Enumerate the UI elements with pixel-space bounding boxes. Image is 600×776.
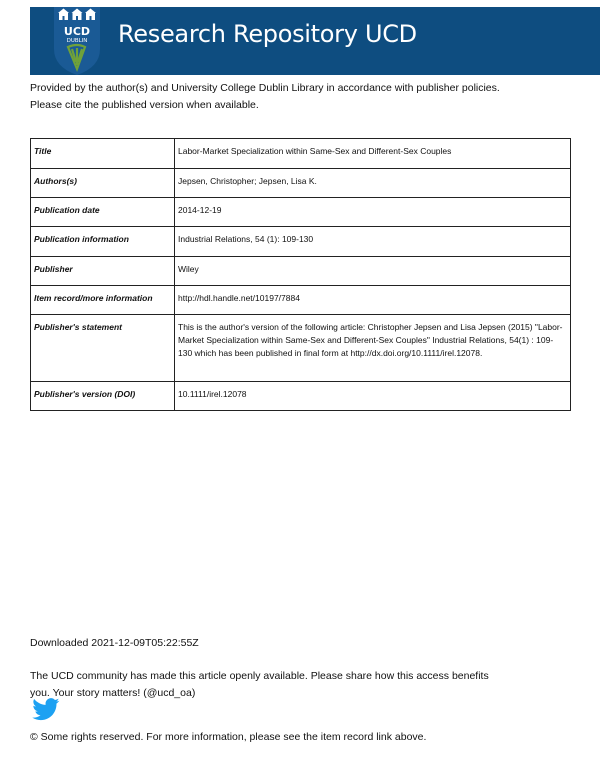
table-row (31, 315, 571, 382)
table-row (31, 286, 571, 315)
repository-banner (30, 7, 600, 75)
metadata-key: Publisher (31, 257, 175, 286)
metadata-key: Publication information (31, 227, 175, 257)
table-row (31, 198, 571, 227)
metadata-key: Publisher's statement (31, 315, 175, 382)
metadata-value: Labor-Market Specialization within Same-Sex and Different-Sex Couples (175, 139, 571, 169)
metadata-value: Wiley (175, 257, 571, 286)
metadata-table (30, 138, 571, 411)
community-notice: The UCD community has made this article openly available. Please share how this access benefits you. Your story matters! (@ucd_oa) (30, 670, 489, 699)
downloaded-timestamp: Downloaded 2021-12-09T05:22:55Z (30, 637, 199, 649)
metadata-key: Publication date (31, 198, 175, 227)
metadata-value: Jepsen, Christopher; Jepsen, Lisa K. (175, 169, 571, 198)
ucd-crest-icon (54, 7, 100, 75)
twitter-bird-icon[interactable] (32, 698, 60, 721)
metadata-key: Item record/more information (31, 286, 175, 315)
crest-dublin-text: DUBLIN (66, 38, 88, 44)
metadata-value: Industrial Relations, 54 (1): 109-130 (175, 227, 571, 257)
repository-title: Research Repository UCD (118, 20, 417, 48)
table-row (31, 382, 571, 411)
item-record-link[interactable]: http://hdl.handle.net/10197/7884 (175, 286, 571, 315)
table-row (31, 227, 571, 257)
table-row (31, 169, 571, 198)
metadata-value: This is the author's version of the following article: Christopher Jepsen and Lisa Jepsen (2015) "Labor-Market Specialization within Same-Sex and Different-Sex Couples" Industrial Relations, 54(1) : 109-130 which has been published in final form at http://dx.doi.org/10.1111/irel.12078. (175, 315, 571, 382)
rights-notice: © Some rights reserved. For more information, please see the item record link above. (30, 731, 427, 743)
metadata-key: Publisher's version (DOI) (31, 382, 175, 411)
table-row (31, 139, 571, 169)
provided-by-notice: Provided by the author(s) and University College Dublin Library in accordance with publisher policies. Please cite the published version when available. (30, 82, 500, 111)
metadata-key: Authors(s) (31, 169, 175, 198)
metadata-key: Title (31, 139, 175, 169)
metadata-value: 2014-12-19 (175, 198, 571, 227)
doi-link[interactable]: 10.1111/irel.12078 (175, 382, 571, 411)
crest-ucd-text: UCD (63, 25, 91, 38)
table-row (31, 257, 571, 286)
